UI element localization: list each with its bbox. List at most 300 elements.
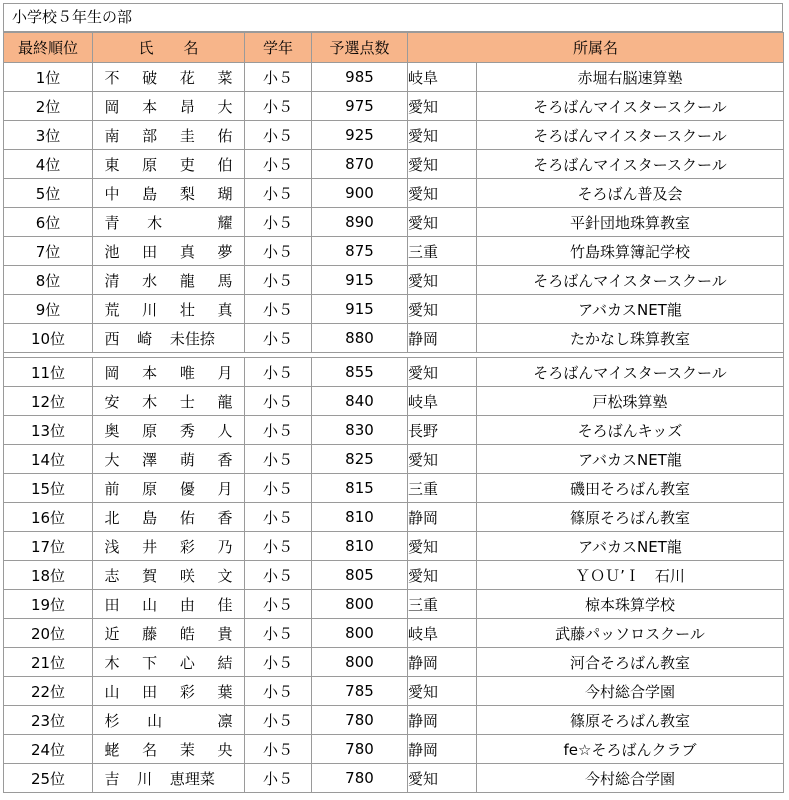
name-part: 梨 bbox=[179, 184, 195, 203]
rank-cell: 23位 bbox=[4, 706, 93, 735]
name-part: 本 bbox=[142, 97, 158, 116]
grade-cell: 小５ bbox=[245, 503, 312, 532]
table-row bbox=[4, 474, 784, 503]
prefecture-cell: 愛知 bbox=[408, 764, 477, 793]
score-cell: 880 bbox=[312, 324, 408, 353]
name-characters bbox=[105, 391, 233, 412]
grade-cell: 小５ bbox=[245, 63, 312, 92]
header-grade: 学年 bbox=[245, 33, 312, 63]
rank-cell: 24位 bbox=[4, 735, 93, 764]
prefecture-cell: 愛知 bbox=[408, 561, 477, 590]
name-characters bbox=[105, 652, 233, 673]
score-cell: 855 bbox=[312, 358, 408, 387]
affiliation-cell: そろばんマイスタースクール bbox=[477, 266, 784, 295]
table-row bbox=[4, 619, 784, 648]
name-part: 大 bbox=[104, 450, 120, 469]
affiliation-cell: 武藤パッソロスクール bbox=[477, 619, 784, 648]
name-characters bbox=[105, 362, 233, 383]
table-row bbox=[4, 295, 784, 324]
affiliation-cell: 赤堀右脳速算塾 bbox=[477, 63, 784, 92]
name-part: 葉 bbox=[217, 682, 233, 701]
score-cell: 785 bbox=[312, 677, 408, 706]
name-part: 北 bbox=[104, 508, 120, 527]
name-part: 月 bbox=[217, 363, 233, 382]
name-part: 菜 bbox=[217, 68, 233, 87]
affiliation-cell: 椋本珠算学校 bbox=[477, 590, 784, 619]
score-cell: 985 bbox=[312, 63, 408, 92]
rank-cell: 22位 bbox=[4, 677, 93, 706]
affiliation-cell: 今村総合学園 bbox=[477, 764, 784, 793]
prefecture-cell: 岐阜 bbox=[408, 387, 477, 416]
name-part: 大 bbox=[217, 97, 233, 116]
name-characters bbox=[105, 594, 233, 615]
rank-cell: 8位 bbox=[4, 266, 93, 295]
grade-cell: 小５ bbox=[245, 706, 312, 735]
rank-cell: 13位 bbox=[4, 416, 93, 445]
name-part: 奥 bbox=[104, 421, 120, 440]
rank-cell: 6位 bbox=[4, 208, 93, 237]
name-part: 花 bbox=[179, 68, 195, 87]
name-cell bbox=[93, 532, 245, 561]
name-part: 安 bbox=[104, 392, 120, 411]
name-part: 吏 bbox=[179, 155, 195, 174]
name-characters bbox=[105, 565, 233, 586]
name-part: 蛯 bbox=[104, 740, 120, 759]
score-cell: 810 bbox=[312, 532, 408, 561]
name-characters bbox=[105, 67, 233, 88]
name-cell bbox=[93, 63, 245, 92]
name-part: 西 bbox=[104, 329, 120, 348]
affiliation-cell: 篠原そろばん教室 bbox=[477, 706, 784, 735]
grade-cell: 小５ bbox=[245, 92, 312, 121]
name-part: 井 bbox=[142, 537, 158, 556]
name-part: 東 bbox=[104, 155, 120, 174]
name-characters bbox=[105, 681, 233, 702]
name-cell bbox=[93, 92, 245, 121]
name-part: 木 bbox=[147, 213, 163, 232]
table-row bbox=[4, 532, 784, 561]
name-part: 凛 bbox=[217, 711, 233, 730]
score-cell: 800 bbox=[312, 619, 408, 648]
name-part: 青 bbox=[104, 213, 120, 232]
rank-cell: 7位 bbox=[4, 237, 93, 266]
score-cell: 800 bbox=[312, 648, 408, 677]
name-cell bbox=[93, 150, 245, 179]
name-part: 香 bbox=[217, 450, 233, 469]
name-part: 崎 bbox=[137, 329, 153, 348]
grade-cell: 小５ bbox=[245, 735, 312, 764]
affiliation-cell: そろばんマイスタースクール bbox=[477, 358, 784, 387]
name-part: 貴 bbox=[217, 624, 233, 643]
name-part: 原 bbox=[142, 421, 158, 440]
section-title: 小学校５年生の部 bbox=[3, 3, 783, 32]
affiliation-cell: そろばんキッズ bbox=[477, 416, 784, 445]
prefecture-cell: 三重 bbox=[408, 474, 477, 503]
name-part: 秀 bbox=[179, 421, 195, 440]
name-cell bbox=[93, 561, 245, 590]
affiliation-cell: ＹＯＵ’Ｉ 石川 bbox=[477, 561, 784, 590]
name-part: 荒 bbox=[104, 300, 120, 319]
name-cell bbox=[93, 764, 245, 793]
name-part: 岡 bbox=[104, 97, 120, 116]
name-part: 皓 bbox=[179, 624, 195, 643]
rank-cell: 14位 bbox=[4, 445, 93, 474]
prefecture-cell: 三重 bbox=[408, 237, 477, 266]
grade-cell: 小５ bbox=[245, 648, 312, 677]
name-characters bbox=[105, 328, 233, 349]
name-part: 原 bbox=[142, 155, 158, 174]
prefecture-cell: 岐阜 bbox=[408, 63, 477, 92]
table-row bbox=[4, 208, 784, 237]
rank-cell: 4位 bbox=[4, 150, 93, 179]
name-part: 破 bbox=[142, 68, 158, 87]
rank-cell: 12位 bbox=[4, 387, 93, 416]
name-part: 香 bbox=[217, 508, 233, 527]
name-part: 不 bbox=[104, 68, 120, 87]
name-characters bbox=[105, 125, 233, 146]
prefecture-cell: 静岡 bbox=[408, 503, 477, 532]
table-row bbox=[4, 590, 784, 619]
name-characters bbox=[105, 710, 233, 731]
name-part: 志 bbox=[104, 566, 120, 585]
affiliation-cell: アバカスNET龍 bbox=[477, 295, 784, 324]
prefecture-cell: 愛知 bbox=[408, 208, 477, 237]
name-part: 乃 bbox=[217, 537, 233, 556]
affiliation-cell: そろばんマイスタースクール bbox=[477, 92, 784, 121]
name-part: 士 bbox=[179, 392, 195, 411]
name-part: 田 bbox=[142, 682, 158, 701]
prefecture-cell: 愛知 bbox=[408, 266, 477, 295]
affiliation-cell: 竹島珠算簿記学校 bbox=[477, 237, 784, 266]
table-row bbox=[4, 121, 784, 150]
affiliation-cell: そろばんマイスタースクール bbox=[477, 121, 784, 150]
name-part: 杉 bbox=[104, 711, 120, 730]
score-cell: 870 bbox=[312, 150, 408, 179]
name-cell bbox=[93, 416, 245, 445]
affiliation-cell: そろばんマイスタースクール bbox=[477, 150, 784, 179]
name-cell bbox=[93, 677, 245, 706]
grade-cell: 小５ bbox=[245, 295, 312, 324]
grade-cell: 小５ bbox=[245, 208, 312, 237]
name-cell bbox=[93, 237, 245, 266]
grade-cell: 小５ bbox=[245, 590, 312, 619]
table-row bbox=[4, 324, 784, 353]
results-table bbox=[3, 32, 784, 793]
name-part: 真 bbox=[217, 300, 233, 319]
name-characters bbox=[105, 270, 233, 291]
name-characters bbox=[105, 449, 233, 470]
name-characters bbox=[105, 623, 233, 644]
grade-cell: 小５ bbox=[245, 358, 312, 387]
name-part: 佑 bbox=[217, 126, 233, 145]
name-cell bbox=[93, 590, 245, 619]
name-part: 咲 bbox=[179, 566, 195, 585]
prefecture-cell: 愛知 bbox=[408, 677, 477, 706]
name-part: 龍 bbox=[217, 392, 233, 411]
table-row bbox=[4, 677, 784, 706]
name-part: 夢 bbox=[217, 242, 233, 261]
affiliation-cell: fe☆そろばんクラブ bbox=[477, 735, 784, 764]
affiliation-cell: 磯田そろばん教室 bbox=[477, 474, 784, 503]
rank-cell: 25位 bbox=[4, 764, 93, 793]
prefecture-cell: 愛知 bbox=[408, 445, 477, 474]
name-part: 唯 bbox=[179, 363, 195, 382]
name-part: 佳 bbox=[217, 595, 233, 614]
name-part: 島 bbox=[142, 508, 158, 527]
rank-cell: 21位 bbox=[4, 648, 93, 677]
name-part: 未佳捺 bbox=[169, 329, 215, 348]
header-name: 氏 名 bbox=[93, 33, 245, 63]
score-cell: 840 bbox=[312, 387, 408, 416]
affiliation-cell: 今村総合学園 bbox=[477, 677, 784, 706]
rank-cell: 19位 bbox=[4, 590, 93, 619]
name-part: 心 bbox=[179, 653, 195, 672]
name-part: 南 bbox=[104, 126, 120, 145]
grade-cell: 小５ bbox=[245, 764, 312, 793]
name-characters bbox=[105, 96, 233, 117]
name-cell bbox=[93, 324, 245, 353]
name-part: 中 bbox=[104, 184, 120, 203]
name-cell bbox=[93, 706, 245, 735]
name-characters bbox=[105, 154, 233, 175]
table-header-row bbox=[4, 33, 784, 63]
prefecture-cell: 愛知 bbox=[408, 179, 477, 208]
header-affiliation: 所属名 bbox=[408, 33, 784, 63]
score-cell: 800 bbox=[312, 590, 408, 619]
name-part: 田 bbox=[142, 242, 158, 261]
grade-cell: 小５ bbox=[245, 387, 312, 416]
rank-cell: 16位 bbox=[4, 503, 93, 532]
rank-cell: 11位 bbox=[4, 358, 93, 387]
table-row bbox=[4, 387, 784, 416]
name-part: 彩 bbox=[179, 537, 195, 556]
table-row bbox=[4, 179, 784, 208]
score-cell: 875 bbox=[312, 237, 408, 266]
rank-cell: 9位 bbox=[4, 295, 93, 324]
score-cell: 915 bbox=[312, 295, 408, 324]
name-part: 前 bbox=[104, 479, 120, 498]
name-part: 彩 bbox=[179, 682, 195, 701]
name-characters bbox=[105, 183, 233, 204]
score-cell: 780 bbox=[312, 706, 408, 735]
score-cell: 925 bbox=[312, 121, 408, 150]
grade-cell: 小５ bbox=[245, 266, 312, 295]
prefecture-cell: 愛知 bbox=[408, 92, 477, 121]
name-characters bbox=[105, 299, 233, 320]
affiliation-cell: アバカスNET龍 bbox=[477, 445, 784, 474]
grade-cell: 小５ bbox=[245, 324, 312, 353]
score-cell: 830 bbox=[312, 416, 408, 445]
grade-cell: 小５ bbox=[245, 416, 312, 445]
score-cell: 780 bbox=[312, 735, 408, 764]
rank-cell: 1位 bbox=[4, 63, 93, 92]
score-cell: 975 bbox=[312, 92, 408, 121]
name-characters bbox=[105, 739, 233, 760]
rank-cell: 2位 bbox=[4, 92, 93, 121]
score-cell: 780 bbox=[312, 764, 408, 793]
name-part: 由 bbox=[179, 595, 195, 614]
name-part: 萌 bbox=[179, 450, 195, 469]
name-cell bbox=[93, 503, 245, 532]
name-part: 伯 bbox=[217, 155, 233, 174]
prefecture-cell: 長野 bbox=[408, 416, 477, 445]
grade-cell: 小５ bbox=[245, 445, 312, 474]
table-row bbox=[4, 706, 784, 735]
name-part: 川 bbox=[137, 769, 153, 788]
name-part: 龍 bbox=[179, 271, 195, 290]
name-part: 佑 bbox=[179, 508, 195, 527]
grade-cell: 小５ bbox=[245, 619, 312, 648]
name-part: 近 bbox=[104, 624, 120, 643]
name-part: 恵理菜 bbox=[169, 769, 215, 788]
score-cell: 805 bbox=[312, 561, 408, 590]
affiliation-cell: たかなし珠算教室 bbox=[477, 324, 784, 353]
rank-cell: 20位 bbox=[4, 619, 93, 648]
prefecture-cell: 愛知 bbox=[408, 121, 477, 150]
name-cell bbox=[93, 648, 245, 677]
name-part: 部 bbox=[142, 126, 158, 145]
name-cell bbox=[93, 208, 245, 237]
prefecture-cell: 愛知 bbox=[408, 295, 477, 324]
score-cell: 915 bbox=[312, 266, 408, 295]
name-part: 藤 bbox=[142, 624, 158, 643]
name-part: 原 bbox=[142, 479, 158, 498]
name-cell bbox=[93, 295, 245, 324]
name-part: 馬 bbox=[217, 271, 233, 290]
rank-cell: 10位 bbox=[4, 324, 93, 353]
name-characters bbox=[105, 420, 233, 441]
name-characters bbox=[105, 768, 233, 789]
name-part: 央 bbox=[217, 740, 233, 759]
grade-cell: 小５ bbox=[245, 237, 312, 266]
affiliation-cell: アバカスNET龍 bbox=[477, 532, 784, 561]
prefecture-cell: 岐阜 bbox=[408, 619, 477, 648]
prefecture-cell: 愛知 bbox=[408, 532, 477, 561]
affiliation-cell: 河合そろばん教室 bbox=[477, 648, 784, 677]
affiliation-cell: 戸松珠算塾 bbox=[477, 387, 784, 416]
score-cell: 815 bbox=[312, 474, 408, 503]
name-part: 山 bbox=[104, 682, 120, 701]
name-characters bbox=[105, 241, 233, 262]
name-part: 島 bbox=[142, 184, 158, 203]
name-characters bbox=[105, 212, 233, 233]
name-cell bbox=[93, 474, 245, 503]
name-part: 吉 bbox=[104, 769, 120, 788]
name-part: 本 bbox=[142, 363, 158, 382]
name-part: 岡 bbox=[104, 363, 120, 382]
prefecture-cell: 静岡 bbox=[408, 648, 477, 677]
name-part: 名 bbox=[142, 740, 158, 759]
score-cell: 900 bbox=[312, 179, 408, 208]
name-part: 木 bbox=[104, 653, 120, 672]
table-row bbox=[4, 63, 784, 92]
grade-cell: 小５ bbox=[245, 121, 312, 150]
grade-cell: 小５ bbox=[245, 474, 312, 503]
name-part: 耀 bbox=[217, 213, 233, 232]
affiliation-cell: そろばん普及会 bbox=[477, 179, 784, 208]
name-part: 真 bbox=[179, 242, 195, 261]
table-row bbox=[4, 358, 784, 387]
prefecture-cell: 愛知 bbox=[408, 150, 477, 179]
table-row bbox=[4, 648, 784, 677]
rank-cell: 15位 bbox=[4, 474, 93, 503]
name-part: 月 bbox=[217, 479, 233, 498]
rank-cell: 17位 bbox=[4, 532, 93, 561]
name-part: 賀 bbox=[142, 566, 158, 585]
name-part: 浅 bbox=[104, 537, 120, 556]
name-cell bbox=[93, 179, 245, 208]
name-cell bbox=[93, 121, 245, 150]
name-part: 瑚 bbox=[217, 184, 233, 203]
name-part: 川 bbox=[142, 300, 158, 319]
affiliation-cell: 平針団地珠算教室 bbox=[477, 208, 784, 237]
prefecture-cell: 静岡 bbox=[408, 735, 477, 764]
name-characters bbox=[105, 478, 233, 499]
grade-cell: 小５ bbox=[245, 677, 312, 706]
name-part: 茉 bbox=[179, 740, 195, 759]
table-row bbox=[4, 266, 784, 295]
affiliation-cell: 篠原そろばん教室 bbox=[477, 503, 784, 532]
name-part: 木 bbox=[142, 392, 158, 411]
name-characters bbox=[105, 536, 233, 557]
name-part: 池 bbox=[104, 242, 120, 261]
rank-cell: 3位 bbox=[4, 121, 93, 150]
table-row bbox=[4, 764, 784, 793]
prefecture-cell: 静岡 bbox=[408, 706, 477, 735]
name-cell bbox=[93, 445, 245, 474]
name-part: 澤 bbox=[142, 450, 158, 469]
name-part: 文 bbox=[217, 566, 233, 585]
table-row bbox=[4, 561, 784, 590]
score-cell: 810 bbox=[312, 503, 408, 532]
name-part: 優 bbox=[179, 479, 195, 498]
grade-cell: 小５ bbox=[245, 179, 312, 208]
grade-cell: 小５ bbox=[245, 150, 312, 179]
prefecture-cell: 三重 bbox=[408, 590, 477, 619]
name-part: 田 bbox=[104, 595, 120, 614]
name-part: 人 bbox=[217, 421, 233, 440]
name-part: 結 bbox=[217, 653, 233, 672]
name-cell bbox=[93, 266, 245, 295]
name-part: 山 bbox=[142, 595, 158, 614]
table-row bbox=[4, 416, 784, 445]
name-cell bbox=[93, 735, 245, 764]
prefecture-cell: 静岡 bbox=[408, 324, 477, 353]
header-rank: 最終順位 bbox=[4, 33, 93, 63]
table-row bbox=[4, 735, 784, 764]
name-part: 山 bbox=[147, 711, 163, 730]
name-part: 清 bbox=[104, 271, 120, 290]
table-row bbox=[4, 503, 784, 532]
grade-cell: 小５ bbox=[245, 561, 312, 590]
table-body bbox=[4, 63, 784, 793]
table-row bbox=[4, 237, 784, 266]
grade-cell: 小５ bbox=[245, 532, 312, 561]
rank-cell: 5位 bbox=[4, 179, 93, 208]
score-cell: 890 bbox=[312, 208, 408, 237]
header-score: 予選点数 bbox=[312, 33, 408, 63]
name-cell bbox=[93, 619, 245, 648]
table-row bbox=[4, 92, 784, 121]
name-part: 下 bbox=[142, 653, 158, 672]
table-row bbox=[4, 150, 784, 179]
rank-cell: 18位 bbox=[4, 561, 93, 590]
name-part: 昂 bbox=[179, 97, 195, 116]
name-part: 水 bbox=[142, 271, 158, 290]
prefecture-cell: 愛知 bbox=[408, 358, 477, 387]
name-part: 壮 bbox=[179, 300, 195, 319]
table-row bbox=[4, 445, 784, 474]
